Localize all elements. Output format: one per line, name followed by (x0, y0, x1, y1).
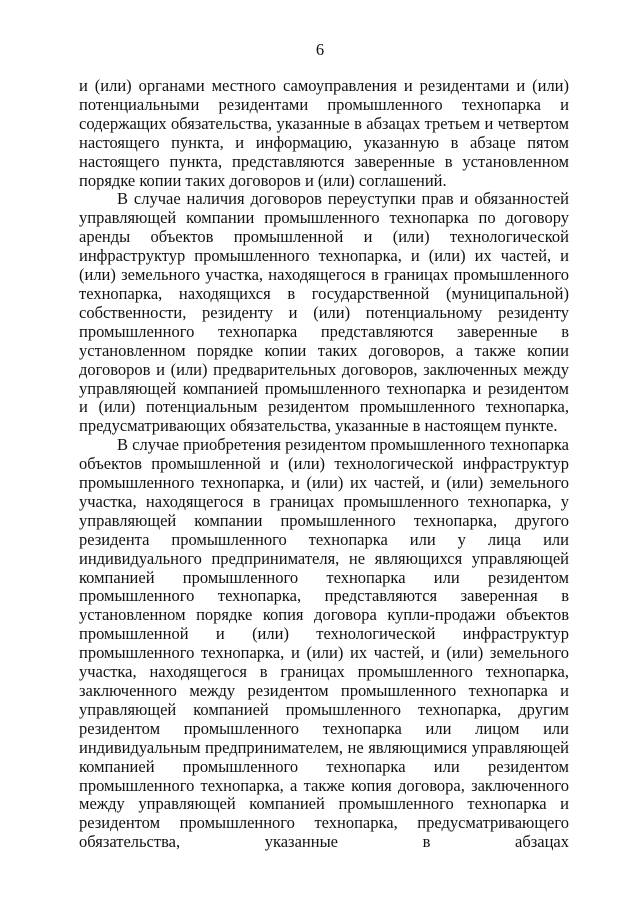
page-number: 6 (315, 40, 325, 59)
paragraph-continuation: и (или) органами местного самоуправления и резидентами и (или) потенциальными резидентами промышленного технопарка и содержащих обязательства, указанные в абзацах третьем и четвертом настоящего пункта, и информацию, указанную в абзаце пятом настоящего пункта, представляются заверенные в установленном порядке копии таких договоров и (или) соглашений. (79, 76, 569, 190)
document-body (79, 77, 569, 852)
paragraph-acquisition: В случае приобретения резидентом промышленного технопарка объектов промышленной и (или) технологической инфраструктур промышленного технопарка, и (или) их частей, и (или) земельного участка, находящегося в границах промышленного технопарка, у управляющей компании промышленного технопарка, другого резидента промышленного технопарка или у лица или индивидуального предпринимателя, не являющихся управляющей компанией промышленного технопарка или резидентом промышленного технопарка, представляются заверенная в установленном порядке копия договора купли-продажи объектов промышленной и (или) технологической инфраструктур промышленного технопарка, и (или) их частей, и (или) земельного участка, находящегося в границах промышленного технопарка, заключенного между резидентом промышленного технопарка и управляющей компанией промышленного технопарка, другим резидентом промышленного технопарка или лицом или индивидуальным предпринимателем, не являющимися управляющей компанией промышленного технопарка или резидентом промышленного технопарка, а также копия договора, заключенного между управляющей компанией промышленного технопарка и резидентом промышленного технопарка, предусматривающего обязательства, указанные в абзацах (79, 435, 569, 852)
paragraph-assignment-contracts: В случае наличия договоров переуступки прав и обязанностей управляющей компании промышленного технопарка по договору аренды объектов промышленной и (или) технологической инфраструктур промышленного технопарка, и (или) их частей, и (или) земельного участка, находящегося в границах промышленного технопарка, находящихся в государственной (муниципальной) собственности, резиденту и (или) потенциальному резиденту промышленного технопарка представляются заверенные в установленном порядке копии таких договоров, а также копии договоров и (или) предварительных договоров, заключенных между управляющей компанией промышленного технопарка и резидентом и (или) потенциальным резидентом промышленного технопарка, предусматривающих обязательства, указанные в настоящем пункте. (79, 189, 569, 436)
